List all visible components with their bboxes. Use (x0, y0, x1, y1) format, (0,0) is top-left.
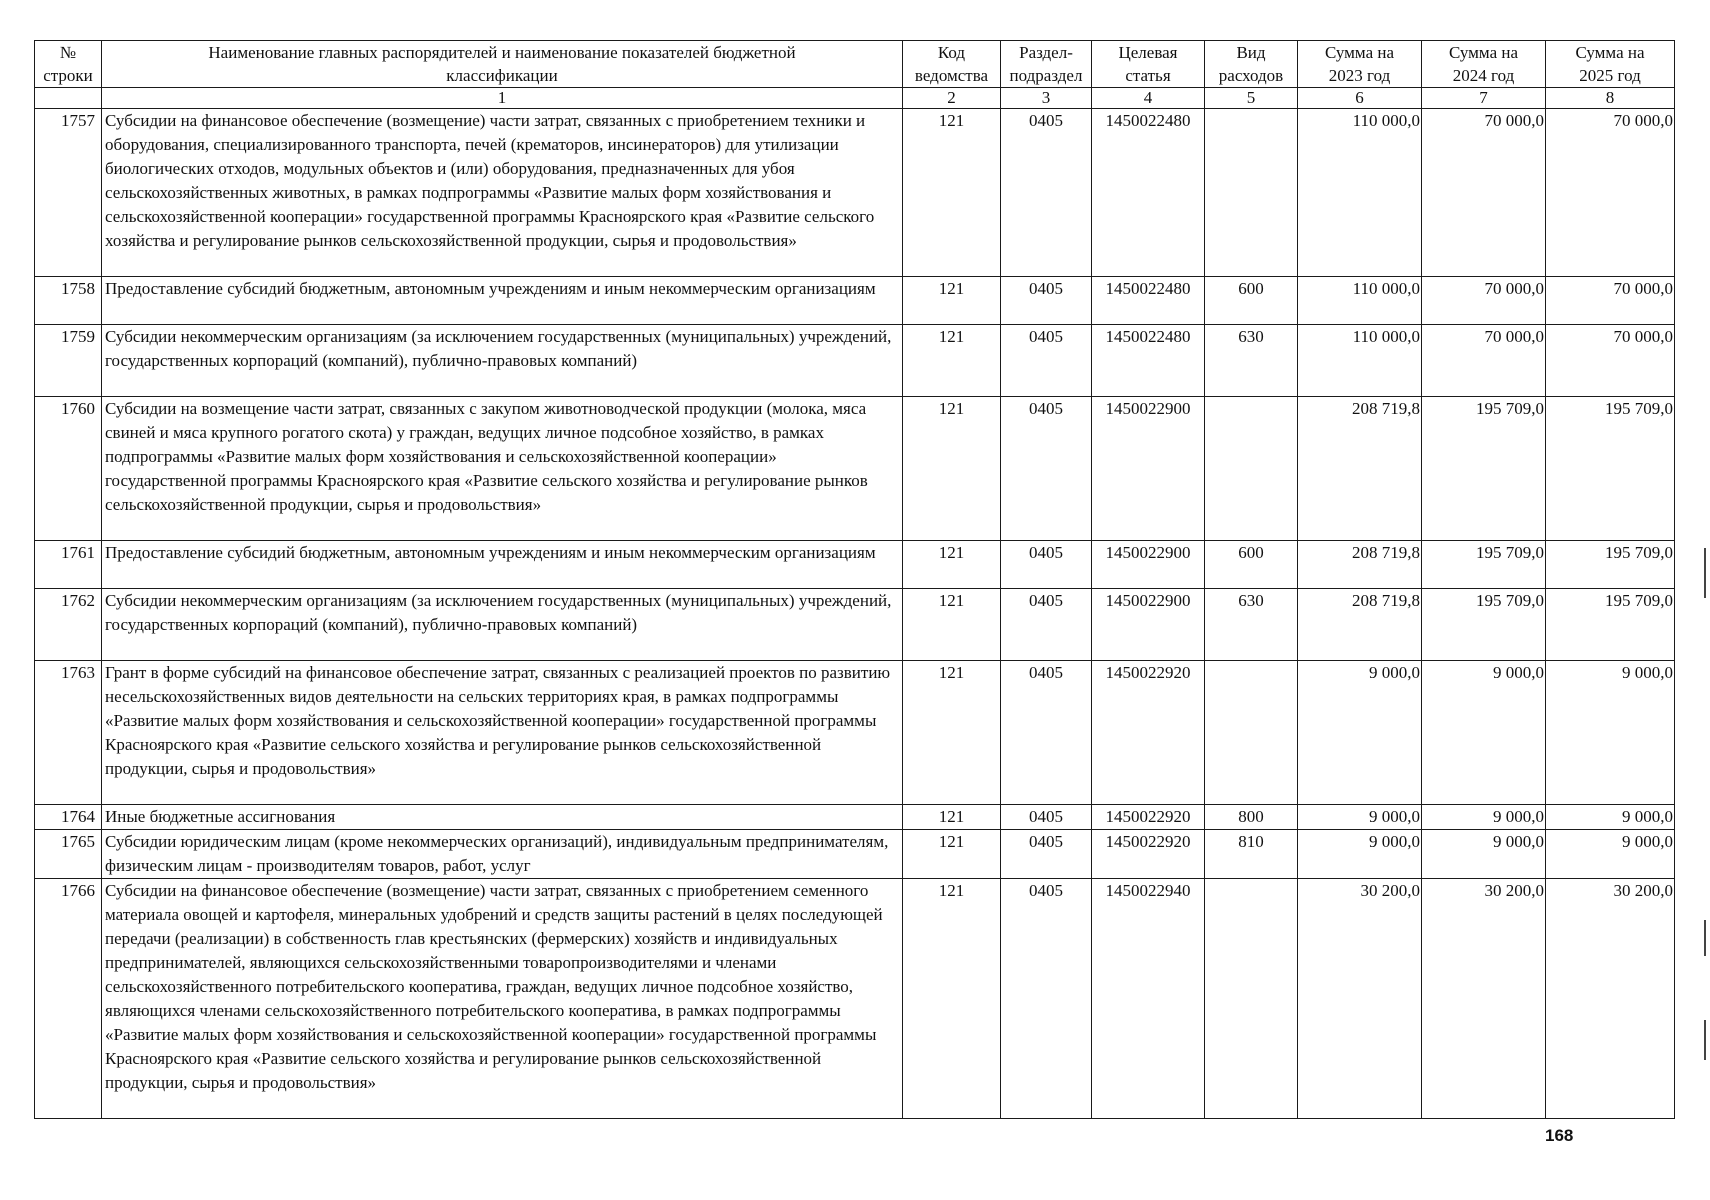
target-cell: 1450022480 (1092, 109, 1205, 277)
target-cell: 1450022480 (1092, 325, 1205, 397)
header-row-number: № строки (35, 41, 102, 88)
sum-2024-cell: 195 709,0 (1422, 541, 1546, 589)
column-number: 1 (102, 88, 903, 109)
target-cell: 1450022920 (1092, 830, 1205, 879)
page-number: 168 (1545, 1126, 1574, 1145)
sum-2024-cell: 195 709,0 (1422, 397, 1546, 541)
sum-2023-cell: 110 000,0 (1298, 109, 1422, 277)
column-number-blank (35, 88, 102, 109)
expense-type-cell: 600 (1205, 541, 1298, 589)
target-cell: 1450022940 (1092, 879, 1205, 1119)
row-number-cell: 1764 (35, 805, 102, 830)
expense-type-cell: 810 (1205, 830, 1298, 879)
sum-2023-cell: 9 000,0 (1298, 830, 1422, 879)
dept-code-cell: 121 (903, 277, 1001, 325)
sum-2024-cell: 195 709,0 (1422, 589, 1546, 661)
section-cell: 0405 (1001, 661, 1092, 805)
scan-edge-mark (1704, 920, 1706, 956)
row-number-cell: 1757 (35, 109, 102, 277)
target-cell: 1450022900 (1092, 541, 1205, 589)
target-cell: 1450022900 (1092, 397, 1205, 541)
sum-2023-cell: 208 719,8 (1298, 541, 1422, 589)
target-cell: 1450022900 (1092, 589, 1205, 661)
sum-2023-cell: 208 719,8 (1298, 397, 1422, 541)
expense-type-cell (1205, 879, 1298, 1119)
table-row (35, 325, 1675, 397)
row-name-cell: Субсидии некоммерческим организациям (за исключением государственных (муниципальных) учреждений, государственных корпораций (компаний), публично-правовых компаний) (102, 325, 903, 397)
sum-2023-cell: 30 200,0 (1298, 879, 1422, 1119)
target-cell: 1450022920 (1092, 805, 1205, 830)
sum-2023-cell: 9 000,0 (1298, 661, 1422, 805)
expense-type-cell (1205, 661, 1298, 805)
row-number-cell: 1761 (35, 541, 102, 589)
table-row (35, 805, 1675, 830)
table-row (35, 661, 1675, 805)
row-number-cell: 1762 (35, 589, 102, 661)
sum-2025-cell: 195 709,0 (1546, 541, 1675, 589)
sum-2025-cell: 70 000,0 (1546, 109, 1675, 277)
sum-2023-cell: 208 719,8 (1298, 589, 1422, 661)
section-cell: 0405 (1001, 277, 1092, 325)
header-sum-2025: Сумма на 2025 год (1546, 41, 1675, 88)
budget-table (34, 40, 1675, 1119)
dept-code-cell: 121 (903, 325, 1001, 397)
column-number-row (35, 88, 1675, 109)
header-sum-2024: Сумма на 2024 год (1422, 41, 1546, 88)
column-number: 6 (1298, 88, 1422, 109)
row-name-cell: Субсидии на финансовое обеспечение (возмещение) части затрат, связанных с приобретением семенного материала овощей и картофеля, минеральных удобрений и средств защиты растений в целях последующей передачи (реализации) в собственность глав крестьянских (фермерских) хозяйств и индивидуальных предпринимателей, являющихся сельскохозяйственными товаропроизводителями и членами сельскохозяйственного потребительского кооператива, граждан, ведущих личное подсобное хозяйство, являющихся членами сельскохозяйственного потребительского кооператива, в рамках подпрограммы «Развитие малых форм хозяйствования и сельскохозяйственной кооперации» государственной программы Красноярского края «Развитие сельского хозяйства и регулирование рынков сельскохозяйственной продукции, сырья и продовольствия» (102, 879, 903, 1119)
target-cell: 1450022920 (1092, 661, 1205, 805)
header-name: Наименование главных распорядителей и наименование показателей бюджетной классификации (102, 41, 903, 88)
column-number: 3 (1001, 88, 1092, 109)
dept-code-cell: 121 (903, 879, 1001, 1119)
target-cell: 1450022480 (1092, 277, 1205, 325)
column-number: 4 (1092, 88, 1205, 109)
sum-2024-cell: 30 200,0 (1422, 879, 1546, 1119)
expense-type-cell: 600 (1205, 277, 1298, 325)
column-number: 7 (1422, 88, 1546, 109)
row-number-cell: 1760 (35, 397, 102, 541)
table-row (35, 277, 1675, 325)
sum-2025-cell: 195 709,0 (1546, 397, 1675, 541)
section-cell: 0405 (1001, 589, 1092, 661)
row-name-cell: Грант в форме субсидий на финансовое обеспечение затрат, связанных с реализацией проектов по развитию несельскохозяйственных видов деятельности на сельских территориях края, в рамках подпрограммы «Развитие малых форм хозяйствования и сельскохозяйственной кооперации» государственной программы Красноярского края «Развитие сельского хозяйства и регулирование рынков сельскохозяйственной продукции, сырья и продовольствия» (102, 661, 903, 805)
sum-2024-cell: 9 000,0 (1422, 830, 1546, 879)
sum-2024-cell: 70 000,0 (1422, 277, 1546, 325)
column-number: 8 (1546, 88, 1675, 109)
sum-2024-cell: 70 000,0 (1422, 325, 1546, 397)
table-row (35, 109, 1675, 277)
section-cell: 0405 (1001, 109, 1092, 277)
dept-code-cell: 121 (903, 109, 1001, 277)
sum-2023-cell: 110 000,0 (1298, 325, 1422, 397)
section-cell: 0405 (1001, 325, 1092, 397)
section-cell: 0405 (1001, 805, 1092, 830)
dept-code-cell: 121 (903, 397, 1001, 541)
row-name-cell: Субсидии юридическим лицам (кроме некоммерческих организаций), индивидуальным предпринимателям, физическим лицам - производителям товаров, работ, услуг (102, 830, 903, 879)
dept-code-cell: 121 (903, 589, 1001, 661)
column-number: 2 (903, 88, 1001, 109)
sum-2025-cell: 9 000,0 (1546, 805, 1675, 830)
expense-type-cell (1205, 397, 1298, 541)
header-target: Целевая статья (1092, 41, 1205, 88)
row-name-cell: Иные бюджетные ассигнования (102, 805, 903, 830)
sum-2025-cell: 9 000,0 (1546, 830, 1675, 879)
header-row (35, 41, 1675, 88)
expense-type-cell: 630 (1205, 325, 1298, 397)
column-number: 5 (1205, 88, 1298, 109)
row-number-cell: 1758 (35, 277, 102, 325)
table-row (35, 879, 1675, 1119)
row-name-cell: Субсидии на финансовое обеспечение (возмещение) части затрат, связанных с приобретением техники и оборудования, специализированного транспорта, печей (крематоров, инсинераторов) для утилизации биологических отходов, модульных объектов и (или) оборудования, предназначенных для убоя сельскохозяйственных животных, в рамках подпрограммы «Развитие малых форм хозяйствования и сельскохозяйственной кооперации» государственной программы Красноярского края «Развитие сельского хозяйства и регулирование рынков сельскохозяйственной продукции, сырья и продовольствия» (102, 109, 903, 277)
sum-2025-cell: 30 200,0 (1546, 879, 1675, 1119)
row-number-cell: 1763 (35, 661, 102, 805)
sum-2025-cell: 195 709,0 (1546, 589, 1675, 661)
sum-2024-cell: 9 000,0 (1422, 661, 1546, 805)
sum-2025-cell: 70 000,0 (1546, 325, 1675, 397)
header-section: Раздел- подраздел (1001, 41, 1092, 88)
header-expense-type: Вид расходов (1205, 41, 1298, 88)
sum-2025-cell: 70 000,0 (1546, 277, 1675, 325)
scan-edge-mark (1704, 548, 1706, 598)
sum-2024-cell: 9 000,0 (1422, 805, 1546, 830)
row-name-cell: Предоставление субсидий бюджетным, автономным учреждениям и иным некоммерческим организациям (102, 277, 903, 325)
expense-type-cell: 630 (1205, 589, 1298, 661)
dept-code-cell: 121 (903, 541, 1001, 589)
table-row (35, 589, 1675, 661)
table-row (35, 397, 1675, 541)
section-cell: 0405 (1001, 879, 1092, 1119)
sum-2023-cell: 110 000,0 (1298, 277, 1422, 325)
table-row (35, 830, 1675, 879)
row-name-cell: Субсидии некоммерческим организациям (за исключением государственных (муниципальных) учреждений, государственных корпораций (компаний), публично-правовых компаний) (102, 589, 903, 661)
sum-2023-cell: 9 000,0 (1298, 805, 1422, 830)
sum-2025-cell: 9 000,0 (1546, 661, 1675, 805)
row-number-cell: 1766 (35, 879, 102, 1119)
header-dept-code: Код ведомства (903, 41, 1001, 88)
row-number-cell: 1765 (35, 830, 102, 879)
sum-2024-cell: 70 000,0 (1422, 109, 1546, 277)
table-row (35, 541, 1675, 589)
expense-type-cell: 800 (1205, 805, 1298, 830)
table-body (35, 109, 1675, 1119)
section-cell: 0405 (1001, 541, 1092, 589)
dept-code-cell: 121 (903, 805, 1001, 830)
expense-type-cell (1205, 109, 1298, 277)
section-cell: 0405 (1001, 830, 1092, 879)
row-name-cell: Предоставление субсидий бюджетным, автономным учреждениям и иным некоммерческим организациям (102, 541, 903, 589)
section-cell: 0405 (1001, 397, 1092, 541)
row-name-cell: Субсидии на возмещение части затрат, связанных с закупом животноводческой продукции (молока, мяса свиней и мяса крупного рогатого скота) у граждан, ведущих личное подсобное хозяйство, в рамках подпрограммы «Развитие малых форм хозяйствования и сельскохозяйственной кооперации» государственной программы Красноярского края «Развитие сельского хозяйства и регулирование рынков сельскохозяйственной продукции, сырья и продовольствия» (102, 397, 903, 541)
dept-code-cell: 121 (903, 661, 1001, 805)
row-number-cell: 1759 (35, 325, 102, 397)
header-sum-2023: Сумма на 2023 год (1298, 41, 1422, 88)
dept-code-cell: 121 (903, 830, 1001, 879)
scan-edge-mark (1704, 1020, 1706, 1060)
